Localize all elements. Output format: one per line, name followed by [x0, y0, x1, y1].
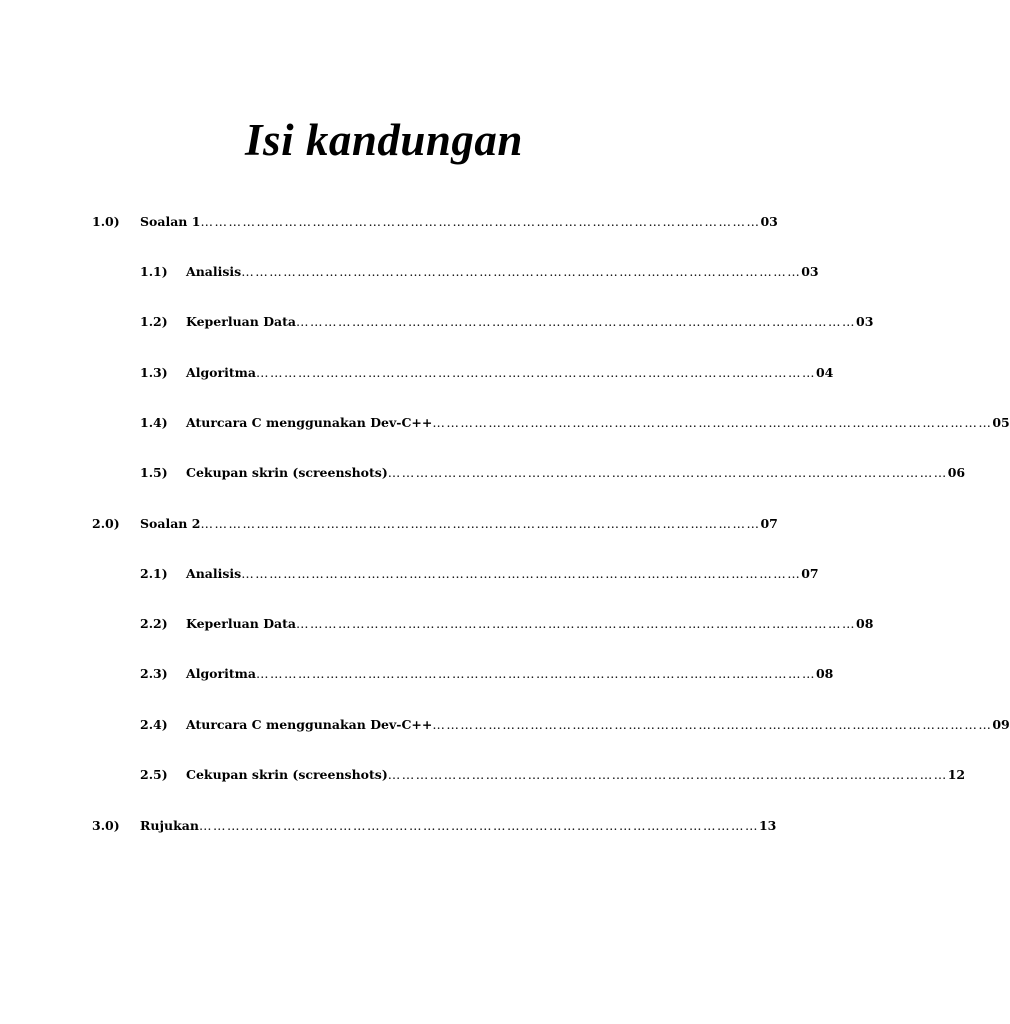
toc-leader: ………………………………………………………………………………………………………… — [387, 465, 948, 480]
toc-entry — [186, 664, 834, 684]
toc-row-1-3 — [140, 363, 834, 383]
toc-entry — [186, 312, 874, 332]
toc-page: 13 — [758, 818, 777, 833]
toc-label: Aturcara C menggunakan Dev-C++ — [186, 415, 433, 430]
toc-label: Analisis — [186, 566, 242, 581]
toc-row-2-1 — [140, 564, 819, 584]
toc-number: 3.0) — [92, 818, 120, 833]
toc-page: 12 — [947, 767, 966, 782]
toc-label: Soalan 2 — [140, 516, 201, 531]
toc-page: 09 — [992, 717, 1010, 732]
toc-page: 08 — [856, 616, 874, 631]
toc-entry — [140, 816, 777, 836]
toc-leader: ………………………………………………………………………………………………………… — [241, 264, 802, 279]
toc-entry — [186, 614, 874, 634]
toc-entry — [140, 212, 778, 232]
toc-label: Aturcara C menggunakan Dev-C++ — [186, 717, 433, 732]
toc-leader: ………………………………………………………………………………………………………… — [296, 314, 857, 329]
toc-number: 2.3) — [140, 666, 168, 681]
toc-row-2-4 — [140, 715, 1010, 735]
toc-row-2-3 — [140, 664, 834, 684]
toc-row-1-0 — [92, 212, 778, 232]
toc-leader: ………………………………………………………………………………………………………… — [255, 365, 816, 380]
toc-number: 1.3) — [140, 365, 168, 380]
toc-number: 2.5) — [140, 767, 168, 782]
toc-number: 1.0) — [92, 214, 120, 229]
toc-entry — [186, 363, 834, 383]
toc-entry — [186, 463, 966, 483]
toc-entry — [186, 564, 819, 584]
toc-leader: ………………………………………………………………………………………………………… — [296, 616, 857, 631]
toc-entry — [186, 413, 1010, 433]
toc-number: 2.2) — [140, 616, 168, 631]
toc-number: 1.1) — [140, 264, 168, 279]
toc-leader: ………………………………………………………………………………………………………… — [387, 767, 948, 782]
toc-number: 1.5) — [140, 465, 168, 480]
toc-number: 1.4) — [140, 415, 168, 430]
toc-page: 05 — [992, 415, 1010, 430]
toc-leader: ………………………………………………………………………………………………………… — [432, 717, 993, 732]
toc-page: 04 — [815, 365, 834, 380]
toc-number: 2.0) — [92, 516, 120, 531]
toc-row-1-1 — [140, 262, 819, 282]
toc-label: Algoritma — [186, 666, 256, 681]
toc-page: 03 — [856, 314, 874, 329]
toc-label: Cekupan skrin (screenshots) — [186, 767, 388, 782]
toc-label: Analisis — [186, 264, 242, 279]
toc-leader: ………………………………………………………………………………………………………… — [200, 214, 761, 229]
toc-row-1-5 — [140, 463, 966, 483]
toc-number: 2.1) — [140, 566, 168, 581]
toc-leader: ………………………………………………………………………………………………………… — [255, 666, 816, 681]
toc-row-1-4 — [140, 413, 1010, 433]
toc-page: 03 — [801, 264, 819, 279]
toc-leader: ………………………………………………………………………………………………………… — [198, 818, 759, 833]
toc-row-2-2 — [140, 614, 874, 634]
toc-row-3-0 — [92, 816, 777, 836]
toc-label: Soalan 1 — [140, 214, 201, 229]
toc-entry — [186, 765, 966, 785]
page-title: Isi kandungan — [245, 115, 523, 165]
toc-page: 07 — [760, 516, 778, 531]
toc-page: 07 — [801, 566, 819, 581]
toc-number: 2.4) — [140, 717, 168, 732]
toc-page: 06 — [947, 465, 966, 480]
toc-number: 1.2) — [140, 314, 168, 329]
toc-leader: ………………………………………………………………………………………………………… — [200, 516, 761, 531]
toc-page: 08 — [815, 666, 834, 681]
toc-label: Keperluan Data — [186, 616, 297, 631]
toc-label: Rujukan — [140, 818, 199, 833]
toc-leader: ………………………………………………………………………………………………………… — [432, 415, 993, 430]
toc-page: 03 — [760, 214, 778, 229]
toc-label: Algoritma — [186, 365, 256, 380]
toc-entry — [140, 514, 778, 534]
toc-entry — [186, 715, 1010, 735]
toc-row-2-0 — [92, 514, 778, 534]
toc-row-2-5 — [140, 765, 966, 785]
toc-row-1-2 — [140, 312, 874, 332]
toc-leader: ………………………………………………………………………………………………………… — [241, 566, 802, 581]
toc-entry — [186, 262, 819, 282]
toc-label: Cekupan skrin (screenshots) — [186, 465, 388, 480]
toc-label: Keperluan Data — [186, 314, 297, 329]
